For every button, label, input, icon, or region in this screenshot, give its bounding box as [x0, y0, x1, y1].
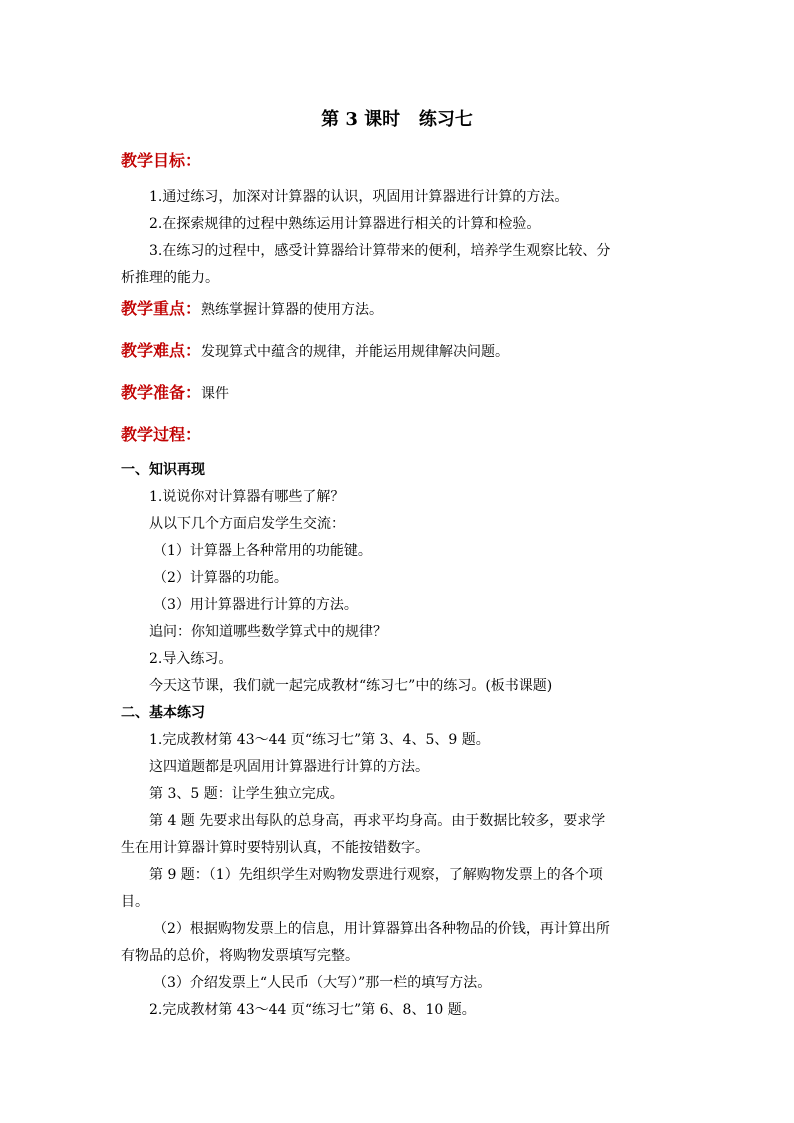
preparation-text: 课件: [201, 386, 230, 402]
difficulties-text: 发现算式中蕴含的规律，并能运用规律解决问题。: [201, 344, 510, 360]
section-1-line: 今天这节课，我们就一起完成教材“练习七”中的练习。(板书课题): [149, 678, 553, 694]
difficulties-heading: 教学难点：: [121, 341, 202, 360]
key-points-row: [121, 296, 681, 323]
section-1-line: 2.导入练习。: [149, 651, 233, 667]
objective-item-2: 2.在探索规律的过程中熟练运用计算器进行相关的计算和检验。: [149, 216, 541, 232]
objective-item-1: 1.通过练习，加深对计算器的认识，巩固用计算器进行计算的方法。: [149, 189, 569, 205]
section-2-line: （2）根据购物发票上的信息，用计算器算出各种物品的价钱，再计算出所: [153, 921, 610, 937]
page-title: 第 3 课时 练习七: [321, 109, 473, 130]
section-2-line: 第 9 题：（1）先组织学生对购物发票进行观察，了解购物发票上的各个项: [149, 867, 603, 883]
section-1-line: （2）计算器的功能。: [153, 570, 288, 586]
key-points-text: 熟练掌握计算器的使用方法。: [201, 302, 384, 318]
section-2-line: 第 4 题 先要求出每队的总身高，再求平均身高。由于数据比较多，要求学: [149, 813, 606, 829]
difficulties-row: [121, 338, 681, 365]
section-1-line: 1.说说你对计算器有哪些了解？: [149, 489, 345, 505]
objective-item-3-continued: 析推理的能力。: [121, 270, 219, 286]
section-2-line: （3）介绍发票上“人民币（大写）”那一栏的填写方法。: [153, 975, 492, 991]
section-2-line: 1.完成教材第 43～44 页“练习七”第 3、4、5、9 题。: [149, 732, 490, 748]
preparation-row: [121, 380, 681, 407]
section-1-line: （3）用计算器进行计算的方法。: [153, 597, 358, 613]
section-1-line: （1）计算器上各种常用的功能键。: [153, 543, 372, 559]
section-2-line: 这四道题都是巩固用计算器进行计算的方法。: [149, 759, 429, 775]
section-2-line: 生在用计算器计算时要特别认真，不能按错数字。: [121, 840, 429, 856]
section-2-line: 2.完成教材第 43～44 页“练习七”第 6、8、10 题。: [149, 1002, 476, 1018]
section-1-line: 追问：你知道哪些数学算式中的规律？: [149, 624, 387, 640]
section-2-line: 有物品的总价，将购物发票填写完整。: [121, 948, 359, 964]
section-2-heading: 二、基本练习: [121, 705, 205, 721]
section-2-line: 目。: [121, 894, 149, 910]
key-points-heading: 教学重点：: [121, 299, 202, 318]
objectives-heading: 教学目标：: [121, 151, 202, 170]
section-1-heading: 一、知识再现: [121, 462, 205, 478]
section-2-line: 第 3、5 题：让学生独立完成。: [149, 786, 344, 802]
process-heading: 教学过程：: [121, 425, 202, 444]
preparation-heading: 教学准备：: [121, 383, 202, 402]
objective-item-3: 3.在练习的过程中，感受计算器给计算带来的便利，培养学生观察比较、分: [149, 243, 611, 259]
section-1-line: 从以下几个方面启发学生交流：: [149, 516, 345, 532]
